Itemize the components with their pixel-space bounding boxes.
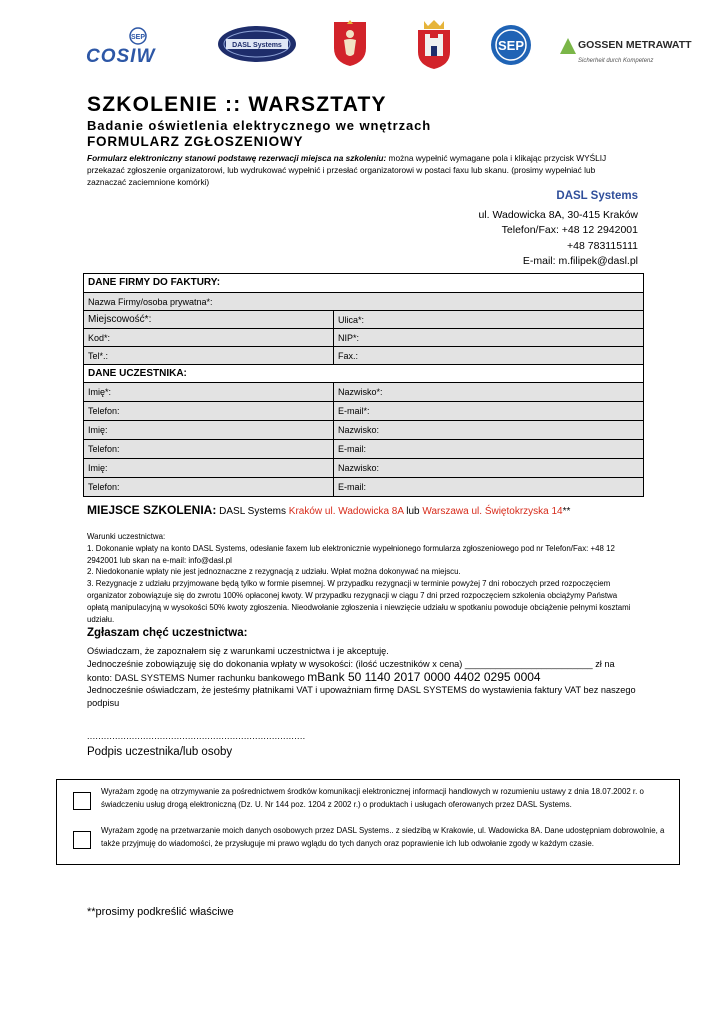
page-subtitle: Badanie oświetlenia elektrycznego we wnętrzach (87, 118, 432, 133)
participant-section-header: DANE UCZESTNIKA: (88, 368, 187, 379)
gossen-metrawatt-logo (558, 32, 692, 68)
first-name-field[interactable]: Imię: (84, 459, 334, 477)
participant-name-row (84, 420, 643, 439)
training-place-label: MIEJSCE SZKOLENIA: (87, 503, 217, 517)
organizer-address: ul. Wadowicka 8A, 30-415 Kraków (478, 208, 638, 221)
consent-box (56, 779, 680, 865)
organizer-phone2: +48 783115111 (567, 239, 638, 252)
training-place-krakow[interactable]: Kraków ul. Wadowicka 8A (288, 506, 404, 517)
participant-name-row (84, 382, 643, 401)
city-field[interactable]: Miejscowość*: (84, 311, 334, 328)
condition-item: 1. Dokonanie wpłaty na konto DASL Systems, odesłanie faxem lub elektronicznie wypełnionego formularza zgłoszeniowego pod nr Telefon/Fax: +48 12 2942001 lub skan na e-mail: info@dasl.pl (87, 543, 615, 565)
join-line-4: Jednocześnie oświadczam, że jesteśmy płatnikami VAT i upoważniam firmę DASL SYSTEMS do wystawienia faktury VAT bez naszego podpisu (87, 685, 636, 709)
conditions-heading: Warunki uczestnictwa: (87, 532, 166, 541)
email-field[interactable]: E-mail: (334, 478, 643, 496)
svg-text:COSIW: COSIW (86, 46, 156, 67)
last-name-field[interactable]: Nazwisko: (334, 421, 643, 439)
join-heading: Zgłaszam chęć uczestnictwa: (87, 627, 248, 639)
participant-contact-row (84, 477, 643, 496)
participant-contact-row (84, 401, 643, 420)
email-field[interactable]: E-mail: (334, 440, 643, 458)
training-place (87, 503, 570, 517)
company-section-header: DANE FIRMY DO FAKTURY: (88, 277, 221, 288)
consent-data-processing (73, 825, 669, 850)
training-place-stars: ** (562, 506, 571, 517)
join-line-3-text: konto: DASL SYSTEMS Numer rachunku bankowego (87, 672, 308, 683)
signature-line: .............................................................................. (87, 731, 306, 741)
phone-field[interactable]: Telefon: (84, 402, 334, 420)
consent-marketing-text: Wyrażam zgodę na otrzymywanie za pośrednictwem środków komunikacji elektronicznej informacji handlowych w rozumieniu ustawy z dnia 18.07.2002 r. o świadczeniu usług drogą elektroniczną (Dz. U. Nr 144 poz. 1204 z 2002 r.) o produktach i usługach oferowanych przez DASL Systems. (101, 787, 644, 809)
footnote: **prosimy podkreślić właściwe (87, 906, 234, 918)
page-title: SZKOLENIE :: WARSZTATY (87, 93, 387, 116)
phone-field[interactable]: Telefon: (84, 478, 334, 496)
last-name-field[interactable]: Nazwisko: (334, 459, 643, 477)
company-name-field[interactable]: Nazwa Firmy/osoba prywatna*: (84, 293, 643, 310)
conditions (87, 531, 632, 625)
intro-text (87, 152, 627, 188)
cosiw-logo (84, 26, 192, 66)
company-section-row (84, 274, 643, 292)
warsaw-coat-of-arms (330, 18, 370, 68)
consent-marketing-checkbox[interactable] (73, 792, 91, 810)
last-name-field[interactable]: Nazwisko*: (334, 383, 643, 401)
phone-field[interactable]: Telefon: (84, 440, 334, 458)
email-field[interactable]: E-mail*: (334, 402, 643, 420)
postcode-field[interactable]: Kod*: (84, 329, 334, 346)
training-place-or: lub (403, 506, 423, 517)
consent-data-checkbox[interactable] (73, 831, 91, 849)
participant-section-row (84, 364, 643, 382)
condition-item: 2. Niedokonanie wpłaty nie jest jednoznaczne z rezygnacją z udziału. Wpłat można dokonywać na miejscu. (87, 567, 461, 577)
svg-text:DASL Systems: DASL Systems (232, 42, 282, 49)
join-line-1: Oświadczam, że zapoznałem się z warunkami uczestnictwa i je akceptuję. (87, 646, 389, 656)
dasl-logo (216, 24, 298, 64)
first-name-field[interactable]: Imię: (84, 421, 334, 439)
training-place-warsaw[interactable]: Warszawa ul. Świętokrzyska 14 (422, 506, 563, 517)
participant-name-row (84, 458, 643, 477)
participant-contact-row (84, 439, 643, 458)
fax-field[interactable]: Fax.: (334, 347, 643, 364)
consent-data-text: Wyrażam zgodę na przetwarzanie moich danych osobowych przez DASL Systems.. z siedzibą w Krakowie, ul. Wadowicka 8A. Dane udostępniam dobrowolnie, a także przyjmuję do wiadomości, że przysługuje mi prawo wglądu do tych danych oraz poprawienie ich lub odwołanie zgody w każdym czasie. (101, 826, 665, 848)
svg-text:GOSSEN METRAWATT: GOSSEN METRAWATT (578, 39, 692, 51)
consent-marketing (73, 786, 669, 811)
company-name-row (84, 292, 643, 310)
join-line-2: Jednocześnie zobowiązuję się do dokonania wpłaty w wysokości: (ilość uczestników x cena) _________________________ zł na (87, 658, 615, 669)
registration-form (83, 273, 644, 497)
join-line-3 (87, 671, 647, 685)
organizer-block (478, 189, 638, 270)
svg-text:SEP: SEP (130, 34, 146, 41)
street-field[interactable]: Ulica*: (334, 311, 643, 328)
form-title: FORMULARZ ZGŁOSZENIOWY (87, 134, 304, 149)
training-place-org: DASL Systems (216, 506, 289, 517)
svg-text:SEP: SEP (497, 38, 525, 53)
intro-rest: można wypełnić wymagane pola i klikając przycisk WYŚLIJ przekazać zgłoszenie organizatorowi, lub wydrukować wypełnić i przesłać organizatorowi w postaci faxu lub skanu. (prosimy wypełniać lub zaznaczać zaciemnione komórki) (87, 153, 607, 187)
address-row (84, 310, 643, 328)
code-row (84, 328, 643, 346)
intro-bold: Formularz elektroniczny stanowi podstawę rezerwacji miejsca na szkoleniu: (87, 153, 387, 163)
join-declaration (87, 645, 647, 710)
svg-text:Sicherheit durch Kompetenz: Sicherheit durch Kompetenz (578, 58, 654, 64)
organizer-email: E-mail: m.filipek@dasl.pl (522, 255, 638, 268)
condition-item: 3. Rezygnacje z udziału przyjmowane będą tylko w formie pisemnej. W przypadku rezygnacji w terminie powyżej 7 dni roboczych przed rozpoczęciem organizator zobowiązuje się do zwrotu 100% opłaconej kwoty. W przypadku rezygnacji w ciągu 7 dni przed rozpoczęciem szkolenia obciążymy Państwa opłatą manipulacyjną w wysokości 50% kwoty zgłoszenia. Nieodwołanie zgłoszenia i niewzięcie udziału w spotkaniu powoduje obciążenie pełnymi kosztami udziału. (87, 579, 631, 624)
tel-field[interactable]: Tel*.: (84, 347, 334, 364)
organizer-name: DASL Systems (556, 190, 638, 202)
signature-label: Podpis uczestnika/lub osoby (87, 746, 233, 758)
sep-logo (490, 24, 532, 66)
tel-row (84, 346, 643, 364)
nip-field[interactable]: NIP*: (334, 329, 643, 346)
first-name-field[interactable]: Imię*: (84, 383, 334, 401)
organizer-phone: Telefon/Fax: +48 12 2942001 (501, 224, 638, 237)
krakow-coat-of-arms (414, 18, 454, 70)
logo-row (80, 18, 692, 74)
bank-account: mBank 50 1140 2017 0000 4402 0295 0004 (307, 669, 541, 684)
